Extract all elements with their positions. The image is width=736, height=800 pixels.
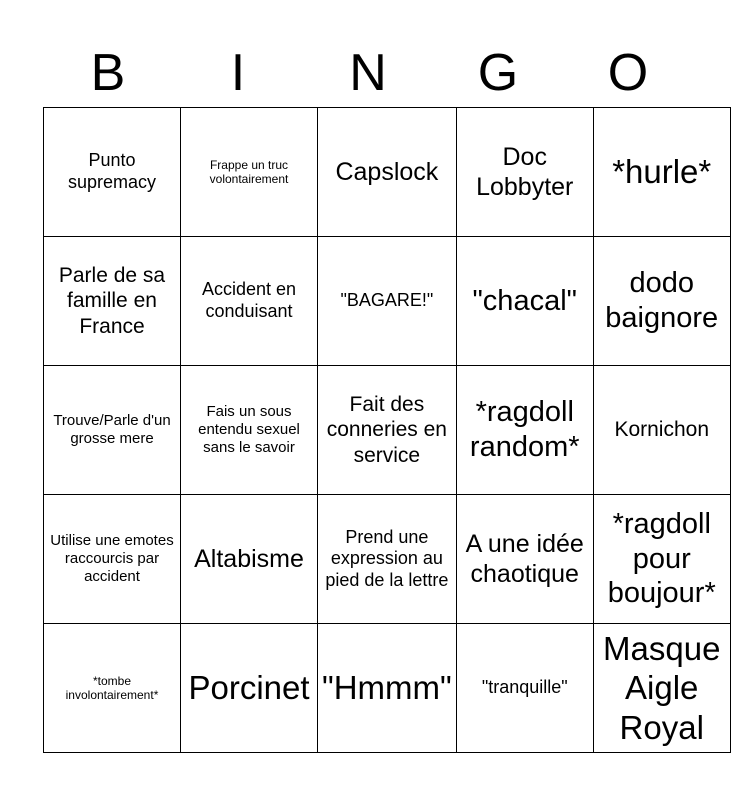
bingo-cell[interactable]: Accident en conduisant (181, 237, 318, 366)
bingo-row (44, 495, 731, 624)
bingo-row (44, 108, 731, 237)
bingo-cell[interactable]: "tranquille" (456, 624, 593, 753)
header-letter-b: B (90, 44, 126, 102)
bingo-cell[interactable]: Prend une expression au pied de la lettre (318, 495, 457, 624)
bingo-cell[interactable]: Trouve/Parle d'un grosse mere (44, 366, 181, 495)
bingo-header (43, 40, 693, 106)
bingo-cell[interactable]: dodo baignore (593, 237, 730, 366)
bingo-cell[interactable]: Capslock (318, 108, 457, 237)
bingo-cell[interactable]: Fais un sous entendu sexuel sans le savoir (181, 366, 318, 495)
bingo-cell[interactable]: Parle de sa famille en France (44, 237, 181, 366)
bingo-cell[interactable]: Kornichon (593, 366, 730, 495)
header-letter-o: O (607, 44, 649, 102)
bingo-cell[interactable]: "BAGARE!" (318, 237, 457, 366)
header-letter-g: G (477, 44, 519, 102)
bingo-card (43, 107, 731, 753)
bingo-cell[interactable]: "Hmmm" (318, 624, 457, 753)
header-letter-n: N (349, 44, 387, 102)
bingo-cell[interactable]: "chacal" (456, 237, 593, 366)
bingo-row (44, 366, 731, 495)
bingo-cell[interactable]: Porcinet (181, 624, 318, 753)
bingo-cell[interactable]: Fait des conneries en service (318, 366, 457, 495)
bingo-row (44, 237, 731, 366)
header-letter-i: I (230, 44, 246, 102)
bingo-cell[interactable]: *hurle* (593, 108, 730, 237)
bingo-cell[interactable]: Utilise une emotes raccourcis par accident (44, 495, 181, 624)
bingo-cell[interactable]: A une idée chaotique (456, 495, 593, 624)
bingo-cell[interactable]: Masque Aigle Royal (593, 624, 730, 753)
bingo-row (44, 624, 731, 753)
bingo-cell[interactable]: Frappe un truc volontairement (181, 108, 318, 237)
bingo-cell[interactable]: Doc Lobbyter (456, 108, 593, 237)
bingo-cell[interactable]: *tombe involontairement* (44, 624, 181, 753)
bingo-cell[interactable]: Punto supremacy (44, 108, 181, 237)
bingo-cell[interactable]: Altabisme (181, 495, 318, 624)
bingo-cell[interactable]: *ragdoll random* (456, 366, 593, 495)
bingo-cell[interactable]: *ragdoll pour boujour* (593, 495, 730, 624)
